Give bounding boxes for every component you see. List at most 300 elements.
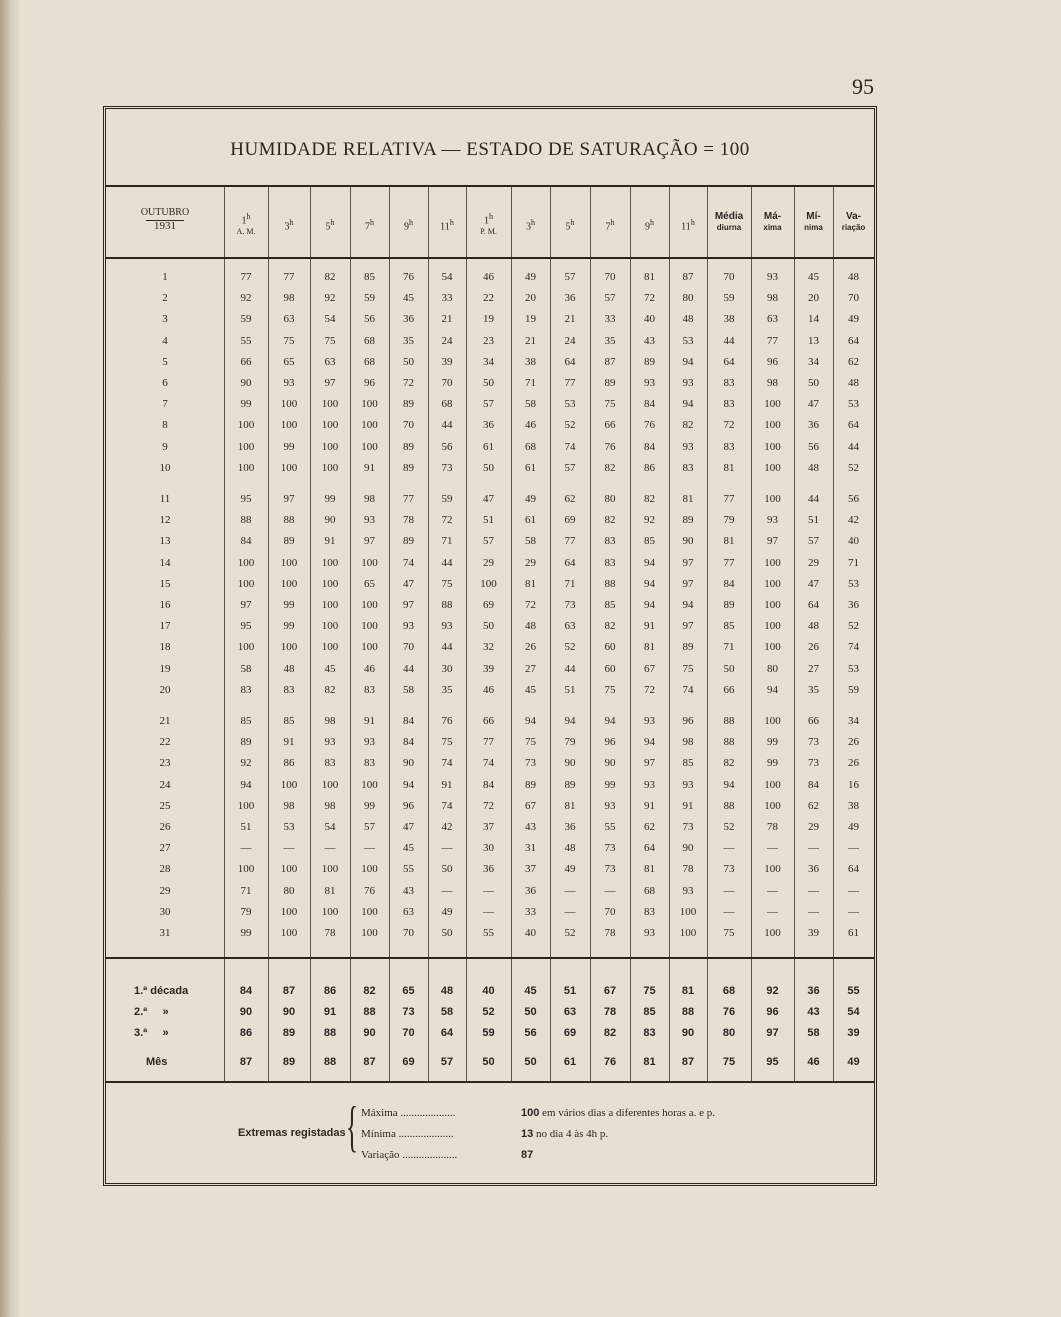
table-cell: —	[808, 884, 819, 897]
table-cell: 40	[644, 313, 655, 326]
table-cell: 40	[525, 927, 536, 939]
table-cell: 100	[764, 778, 781, 791]
summary-cell: 51	[563, 985, 577, 997]
table-cell: 59	[441, 493, 453, 505]
table-cell: 83	[283, 683, 295, 696]
table-cell: 82	[324, 683, 336, 696]
table-cell: 61	[525, 514, 536, 527]
table-cell: 57	[808, 535, 819, 548]
table-cell: —	[483, 884, 494, 897]
table-cell: —	[848, 905, 859, 918]
table-cell: 26	[848, 757, 859, 770]
table-cell: 100	[280, 398, 298, 411]
table-cell: 75	[604, 398, 616, 411]
summary-cell: 87	[681, 1056, 695, 1068]
summary-cell: 63	[563, 1006, 577, 1018]
table-cell: 57	[564, 461, 576, 474]
page-title: HUMIDADE RELATIVA — ESTADO DE SATURAÇÃO = 100	[230, 139, 750, 160]
table-cell: 90	[564, 757, 576, 770]
table-cell: 100	[321, 461, 339, 474]
table-cell: 99	[324, 493, 336, 505]
table-cell: 100	[361, 641, 378, 654]
table-cell: 75	[441, 577, 453, 590]
day-label: 6	[162, 377, 168, 389]
summary-cell: 76	[603, 1056, 617, 1068]
table-cell: 38	[525, 355, 536, 368]
table-cell: 73	[441, 461, 453, 474]
table-cell: 13	[808, 334, 819, 347]
table-cell: 100	[321, 778, 339, 791]
summary-cell: 91	[323, 1006, 337, 1018]
table-cell: 44	[441, 556, 453, 569]
table-cell: 99	[283, 620, 295, 633]
table-cell: 31	[525, 842, 536, 855]
column-header: 3$^h$	[284, 218, 294, 233]
table-cell: 50	[483, 377, 494, 389]
table-cell: 100	[764, 493, 781, 505]
table-cell: 100	[679, 927, 697, 939]
table-cell: 94	[644, 556, 655, 569]
table-cell: —	[723, 842, 735, 855]
table-cell: 71	[723, 641, 735, 654]
table-cell: 81	[644, 641, 655, 654]
table-cell: 50	[483, 461, 494, 474]
table-cell: 72	[723, 419, 735, 432]
day-label: 12	[159, 514, 171, 527]
table-cell: 100	[764, 461, 781, 474]
column-header: 1$^h$ A. M.	[236, 212, 256, 237]
table-cell: 87	[682, 271, 694, 283]
table-cell: 100	[764, 419, 781, 432]
table-cell: 100	[361, 863, 378, 876]
table-cell: 50	[483, 620, 494, 633]
table-cell: —	[283, 842, 295, 855]
table-cell: 69	[564, 514, 576, 527]
table-cell: 54	[441, 271, 453, 283]
column-header: 5$^h$	[565, 218, 575, 233]
day-label: 20	[159, 683, 171, 696]
table-cell: 99	[364, 799, 375, 812]
table-cell: 78	[682, 863, 694, 876]
summary-cell: 40	[482, 985, 495, 997]
table-cell: 46	[525, 419, 536, 432]
extreme-var-label: Variação ....................	[361, 1149, 458, 1161]
table-cell: 50	[808, 377, 819, 389]
table-cell: —	[767, 842, 778, 855]
table-cell: 19	[483, 313, 494, 326]
table-cell: 49	[848, 313, 859, 326]
summary-cell: 52	[482, 1006, 495, 1018]
table-cell: 83	[604, 535, 616, 548]
table-cell: 91	[283, 736, 295, 749]
table-cell: 36	[848, 599, 859, 611]
column-header: Má- xima	[763, 211, 782, 232]
table-cell: 94	[682, 599, 694, 611]
table-cell: 100	[321, 620, 339, 633]
table-cell: 61	[848, 927, 859, 939]
column-header: Va- riação	[841, 211, 866, 232]
table-cell: 52	[848, 620, 859, 633]
table-cell: 100	[321, 641, 339, 654]
table-cell: 53	[848, 662, 859, 675]
summary-cell: 90	[239, 1006, 253, 1018]
table-cell: 89	[403, 461, 414, 474]
table-cell: 45	[525, 683, 536, 696]
table-cell: 57	[604, 292, 616, 305]
summary-cell: 45	[524, 985, 537, 997]
table-cell: —	[848, 884, 859, 897]
summary-label: Mês	[146, 1056, 168, 1068]
summary-cell: 90	[363, 1027, 376, 1039]
table-cell: 100	[679, 905, 697, 918]
table-cell: 93	[682, 884, 694, 897]
table-cell: 36	[525, 884, 536, 897]
table-cell: 50	[723, 662, 735, 675]
day-label: 22	[159, 736, 171, 749]
table-cell: 61	[525, 461, 536, 474]
table-cell: 75	[525, 736, 536, 749]
day-label: 24	[159, 778, 171, 791]
table-cell: 36	[808, 863, 819, 876]
table-cell: 91	[364, 715, 375, 727]
table-cell: 73	[723, 863, 735, 876]
table-cell: 82	[604, 461, 616, 474]
table-cell: 83	[604, 556, 616, 569]
summary-cell: 95	[766, 1056, 779, 1068]
table-cell: —	[364, 842, 375, 855]
table-cell: 100	[321, 863, 339, 876]
table-cell: 89	[525, 778, 536, 791]
summary-cell: 76	[722, 1006, 736, 1018]
table-cell: 56	[364, 313, 375, 326]
day-label: 14	[159, 556, 171, 569]
table-cell: 57	[483, 535, 494, 548]
table-cell: 35	[441, 683, 453, 696]
table-cell: 78	[604, 927, 616, 939]
day-label: 10	[159, 461, 171, 474]
day-label: 27	[159, 842, 171, 855]
table-cell: 45	[403, 842, 414, 855]
table-cell: 96	[604, 736, 616, 749]
summary-cell: 89	[282, 1056, 296, 1068]
table-cell: 34	[848, 715, 859, 727]
table-cell: 70	[441, 377, 453, 389]
table-cell: 98	[767, 292, 778, 305]
table-cell: 70	[604, 905, 616, 918]
table-cell: 93	[682, 778, 694, 791]
table-cell: 52	[723, 821, 735, 833]
table-cell: 84	[808, 778, 819, 791]
table-cell: 93	[767, 271, 778, 283]
table-cell: 37	[525, 863, 536, 876]
table-cell: 100	[361, 440, 378, 453]
table-cell: 72	[525, 599, 536, 611]
table-cell: 54	[324, 821, 336, 833]
table-cell: 16	[848, 778, 859, 791]
summary-cell: 50	[482, 1056, 495, 1068]
table-cell: 86	[644, 461, 655, 474]
table-cell: 39	[441, 355, 453, 368]
column-header: 11$^h$	[440, 218, 454, 233]
table-cell: 59	[364, 292, 375, 305]
day-label: 13	[159, 535, 171, 548]
table-cell: 63	[767, 313, 778, 326]
table-cell: 100	[361, 778, 378, 791]
table-cell: 98	[767, 377, 778, 389]
summary-cell: 90	[681, 1027, 695, 1039]
day-label: 19	[159, 662, 171, 675]
table-cell: 93	[644, 377, 655, 389]
table-cell: 83	[364, 683, 375, 696]
table-cell: 78	[324, 927, 336, 939]
table-cell: 97	[644, 757, 655, 770]
table-cell: 89	[403, 398, 414, 411]
table-cell: 71	[564, 577, 576, 590]
table-cell: 80	[283, 884, 295, 897]
table-cell: 34	[483, 355, 494, 368]
table-cell: 74	[441, 799, 453, 812]
summary-cell: 58	[440, 1006, 454, 1018]
table-cell: 74	[483, 757, 494, 770]
table-cell: 29	[808, 556, 819, 569]
row-divider	[106, 257, 874, 259]
table-cell: 36	[483, 863, 494, 876]
table-cell: 49	[441, 905, 453, 918]
table-cell: 55	[403, 863, 414, 876]
summary-cell: 85	[643, 1006, 656, 1018]
table-cell: 64	[808, 599, 819, 611]
table-cell: 47	[403, 577, 414, 590]
table-cell: 77	[483, 736, 494, 749]
day-label: 30	[159, 905, 171, 918]
day-label: 17	[159, 620, 171, 633]
table-cell: 22	[483, 292, 494, 305]
table-cell: 100	[321, 419, 339, 432]
day-label: 5	[162, 355, 168, 368]
table-cell: 54	[324, 313, 336, 326]
table-cell: 82	[644, 493, 655, 505]
table-cell: 63	[403, 905, 414, 918]
table-cell: 100	[764, 556, 781, 569]
table-cell: 64	[723, 355, 735, 368]
table-cell: 51	[564, 683, 576, 696]
table-cell: 72	[644, 683, 655, 696]
table-cell: 100	[764, 599, 781, 611]
table-cell: 95	[240, 620, 252, 633]
table-cell: 75	[283, 334, 295, 347]
month-header	[106, 207, 224, 232]
summary-cell: 81	[643, 1056, 656, 1068]
summary-cell: 48	[440, 985, 454, 997]
table-cell: 58	[403, 683, 414, 696]
table-cell: 45	[324, 662, 336, 675]
table-cell: 69	[483, 599, 494, 611]
table-cell: 93	[644, 715, 655, 727]
table-cell: 100	[280, 577, 298, 590]
table-cell: 73	[682, 821, 694, 833]
table-cell: 94	[525, 715, 536, 727]
table-cell: 99	[240, 398, 252, 411]
table-cell: 52	[848, 461, 859, 474]
table-cell: 46	[364, 662, 375, 675]
summary-label: 2.ª »	[134, 1006, 169, 1018]
table-cell: 62	[644, 821, 655, 833]
year-label: 1931	[146, 220, 184, 232]
table-cell: 51	[483, 514, 494, 527]
table-cell: 32	[483, 641, 494, 654]
summary-cell: 55	[847, 985, 860, 997]
table-cell: 50	[441, 927, 453, 939]
table-cell: —	[564, 884, 576, 897]
summary-cell: 87	[239, 1056, 253, 1068]
summary-cell: 67	[603, 985, 617, 997]
summary-cell: 87	[282, 985, 296, 997]
summary-cell: 86	[323, 985, 337, 997]
table-cell: 30	[483, 842, 494, 855]
table-cell: 57	[483, 398, 494, 411]
table-cell: 52	[564, 419, 576, 432]
summary-cell: 80	[722, 1027, 736, 1039]
table-cell: 100	[280, 461, 298, 474]
table-cell: 55	[483, 927, 494, 939]
table-cell: 100	[361, 398, 378, 411]
table-cell: 100	[237, 440, 255, 453]
summary-cell: 87	[363, 1056, 376, 1068]
table-cell: 98	[324, 799, 336, 812]
table-cell: 64	[848, 334, 859, 347]
table-cell: 100	[764, 620, 781, 633]
table-cell: 70	[403, 927, 414, 939]
summary-cell: 88	[323, 1056, 337, 1068]
summary-cell: 65	[402, 985, 415, 997]
table-cell: 44	[564, 662, 576, 675]
table-cell: 99	[240, 927, 252, 939]
table-cell: 94	[240, 778, 252, 791]
table-cell: 45	[403, 292, 414, 305]
summary-cell: 82	[363, 985, 376, 997]
table-cell: 89	[604, 377, 616, 389]
summary-cell: 61	[563, 1056, 577, 1068]
summary-cell: 82	[603, 1027, 617, 1039]
table-cell: 82	[682, 419, 694, 432]
table-cell: —	[441, 842, 453, 855]
table-cell: 93	[644, 927, 655, 939]
extreme-min-label: Mínima ....................	[361, 1128, 454, 1140]
table-cell: 96	[767, 355, 778, 368]
table-cell: 62	[564, 493, 576, 505]
day-label: 2	[162, 292, 168, 305]
table-cell: 49	[525, 493, 536, 505]
table-cell: 57	[564, 271, 576, 283]
table-cell: 85	[682, 757, 694, 770]
table-cell: 20	[808, 292, 819, 305]
table-cell: 100	[764, 799, 781, 812]
table-cell: 55	[604, 821, 616, 833]
table-cell: 47	[808, 577, 819, 590]
table-cell: 14	[808, 313, 819, 326]
table-cell: —	[604, 884, 616, 897]
table-cell: 89	[283, 535, 295, 548]
table-cell: 81	[564, 799, 576, 812]
table-cell: 56	[848, 493, 859, 505]
table-cell: 49	[848, 821, 859, 833]
table-cell: 81	[525, 577, 536, 590]
table-cell: 98	[283, 799, 295, 812]
table-cell: 88	[723, 799, 735, 812]
table-cell: 73	[564, 599, 576, 611]
summary-cell: 75	[643, 985, 656, 997]
table-cell: 81	[723, 461, 735, 474]
summary-cell: 73	[402, 1006, 415, 1018]
table-cell: —	[564, 905, 576, 918]
table-cell: 89	[240, 736, 252, 749]
table-cell: 21	[564, 313, 576, 326]
table-cell: 42	[441, 821, 453, 833]
table-cell: 70	[604, 271, 616, 283]
extreme-min-value: 13 no dia 4 às 4h p.	[521, 1128, 609, 1140]
table-cell: 89	[403, 535, 414, 548]
table-cell: 48	[848, 377, 859, 389]
table-cell: 39	[808, 927, 819, 939]
table-cell: 100	[361, 419, 378, 432]
table-cell: 99	[767, 757, 778, 770]
table-cell: —	[767, 905, 778, 918]
table-cell: 96	[403, 799, 414, 812]
table-cell: 38	[848, 799, 859, 812]
table-cell: 89	[564, 778, 576, 791]
table-cell: 100	[321, 599, 339, 611]
table-cell: 70	[848, 292, 859, 305]
table-cell: 80	[604, 493, 616, 505]
table-cell: 20	[525, 292, 536, 305]
table-cell: 83	[682, 461, 694, 474]
extremes-label: Extremas registadas	[238, 1127, 346, 1139]
table-cell: 76	[604, 440, 616, 453]
table-cell: 35	[604, 334, 616, 347]
summary-cell: 97	[766, 1027, 779, 1039]
table-cell: 67	[525, 799, 536, 812]
column-header: 5$^h$	[325, 218, 335, 233]
extreme-max-value: 100 em vários dias a diferentes horas a. e p.	[521, 1107, 715, 1119]
table-cell: 46	[483, 683, 494, 696]
table-cell: 45	[808, 271, 819, 283]
column-header: Mí- nima	[804, 211, 823, 232]
table-cell: 19	[525, 313, 536, 326]
extreme-max-label: Máxima ....................	[361, 1107, 456, 1119]
table-cell: 52	[564, 927, 576, 939]
table-cell: 72	[403, 377, 414, 389]
summary-cell: 49	[847, 1056, 860, 1068]
table-cell: 84	[483, 778, 494, 791]
table-cell: 57	[364, 821, 375, 833]
table-cell: 40	[848, 535, 859, 548]
table-cell: 66	[808, 715, 819, 727]
table-cell: 80	[767, 662, 778, 675]
table-cell: —	[240, 842, 252, 855]
table-cell: 81	[644, 271, 655, 283]
table-cell: 89	[682, 641, 694, 654]
table-cell: 100	[321, 577, 339, 590]
table-cell: 100	[237, 799, 255, 812]
day-label: 3	[162, 313, 168, 326]
table-cell: 89	[644, 355, 655, 368]
day-label: 9	[162, 440, 168, 453]
table-cell: 82	[604, 514, 616, 527]
table-cell: 36	[564, 292, 576, 305]
summary-cell: 57	[440, 1056, 454, 1068]
table-cell: 64	[848, 419, 859, 432]
table-cell: 88	[723, 715, 735, 727]
